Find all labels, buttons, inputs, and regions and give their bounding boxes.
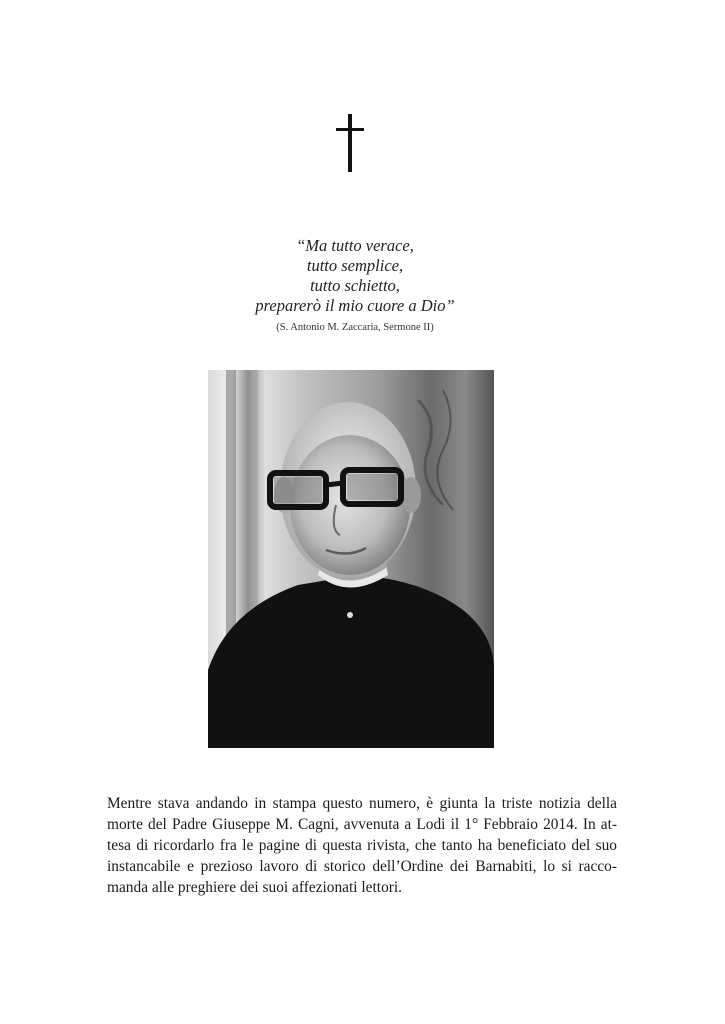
cross-icon — [336, 114, 364, 172]
portrait-photo — [208, 370, 494, 748]
notice-line: manda alle preghiere dei suoi affezionati lettori. — [107, 879, 403, 896]
epigraph-quote — [150, 236, 560, 316]
notice-line: morte del Padre Giuseppe M. Cagni, avvenuta a Lodi il 1° Febbraio 2014. In at- — [107, 816, 617, 833]
quote-line: tutto semplice, — [306, 256, 404, 275]
portrait-photo-illustration — [208, 370, 494, 748]
notice-line: tesa di ricordarlo fra le pagine di questa rivista, che tanto ha beneficiato del suo — [107, 837, 617, 854]
quote-line: preparerò il mio cuore a Dio” — [255, 296, 455, 315]
cross-horizontal-bar — [336, 128, 364, 131]
notice-line: instancabile e prezioso lavoro di storico dell’Ordine dei Barnabiti, lo si racco- — [107, 858, 617, 875]
notice-line: Mentre stava andando in stampa questo numero, è giunta la triste notizia della — [107, 795, 617, 812]
quote-source: (S. Antonio M. Zaccaria, Sermone II) — [276, 322, 434, 333]
cross-vertical-bar — [348, 114, 352, 172]
obituary-notice — [107, 793, 617, 898]
quote-line: “Ma tutto verace, — [296, 236, 414, 255]
quote-line: tutto schietto, — [310, 276, 400, 295]
